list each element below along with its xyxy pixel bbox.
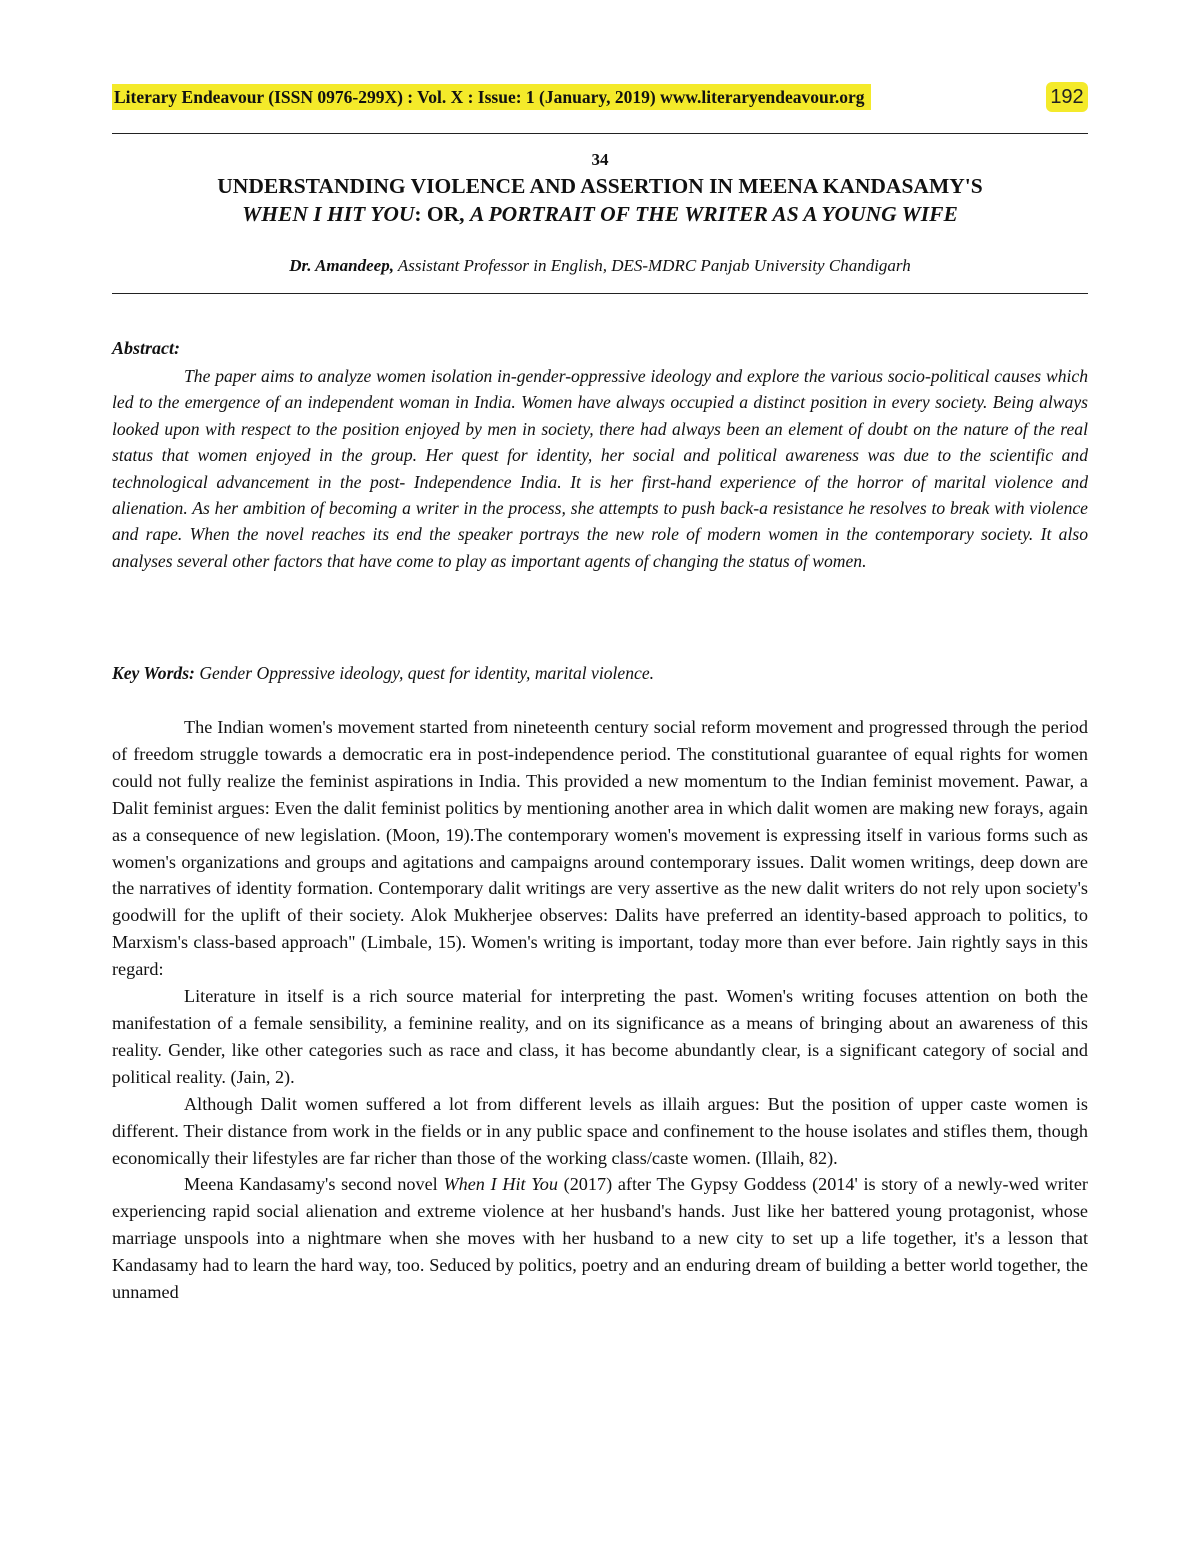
page-number-badge: 192 <box>1046 82 1088 112</box>
title-separator: : OR, <box>414 202 470 226</box>
article-number: 34 <box>591 150 609 169</box>
novel-subtitle: A PORTRAIT OF THE WRITER AS A YOUNG WIFE <box>469 202 958 226</box>
article-title-line2 <box>112 202 1088 227</box>
novel-title-inline: When I Hit You <box>443 1174 558 1195</box>
block-quote: Literature in itself is a rich source material for interpreting the past. Women's writing focuses attention on both the manifestation of a female sensibility, a feminine reality, and on its significance as a means of bringing about an awareness of this reality. Gender, like other categories such as race and class, it has become abundantly clear, is a significant category of social and political reality. (Jain, 2). <box>112 986 1088 1087</box>
keywords-text: Gender Oppressive ideology, quest for identity, marital violence. <box>194 663 655 683</box>
abstract-text: The paper aims to analyze women isolation in-gender-oppressive ideology and explore the various socio-political causes which led to the emergence of an independent woman in India. Women have always occupied a distinct position in every society. Being always looked upon with respect to the position enjoyed by men in society, there had always been an element of doubt on the nature of the real status that women enjoyed in the group. Her quest for identity, her social and political awareness was due to the scientific and technological advancement in the post- Independence India. It is her first-hand experience of the horror of marital violence and alienation. As her ambition of becoming a writer in the process, she attempts to push back-a resistance he resolves to break with violence and rape. When the novel reaches its end the speaker portrays the new role of modern women in the contemporary society. It also analyses several other factors that have come to play as important agents of changing the status of women. <box>112 366 1088 571</box>
keywords-line <box>112 663 1088 684</box>
keywords-label: Key Words: <box>112 663 195 683</box>
header-divider <box>112 133 1088 134</box>
novel-title: WHEN I HIT YOU <box>242 202 415 226</box>
article-title-line1: UNDERSTANDING VIOLENCE AND ASSERTION IN MEENA KANDASAMY'S <box>217 174 983 198</box>
author-affiliation: Assistant Professor in English, DES-MDRC Panjab University Chandigarh <box>393 256 911 275</box>
abstract-heading: Abstract: <box>112 338 181 358</box>
author-line <box>112 256 1088 276</box>
paragraph-4-rest: (2017) after The Gypsy Goddess (2014' is story of a newly-wed writer experiencing rapid social alienation and extreme violence at her husband's hands. Just like her battered young protagonist, whose marriage unspools into a nightmare when she moves with her husband to a new city to set up a life together, it's a lesson that Kandasamy had to learn the hard way, too. Seduced by politics, poetry and an enduring dream of building a better world together, the unnamed <box>112 1174 1088 1303</box>
author-name: Dr. Amandeep, <box>289 256 394 275</box>
body-paragraph-4 <box>112 1171 1088 1306</box>
journal-citation: Literary Endeavour (ISSN 0976-299X) : Vol. X : Issue: 1 (January, 2019) www.literaryendeavour.org <box>112 84 871 110</box>
article-body <box>112 714 1088 1306</box>
body-paragraph-3: Although Dalit women suffered a lot from different levels as illaih argues: But the position of upper caste women is different. Their distance from work in the fields or in any public space and confinement to the house isolates and stifles them, though economically their lifestyles are far richer than those of the working class/caste women. (Illaih, 82). <box>112 1093 1088 1168</box>
title-divider <box>112 293 1088 294</box>
body-paragraph-1: The Indian women's movement started from nineteenth century social reform movement and progressed through the period of freedom struggle towards a democratic era in post-independence period. The constitutional guarantee of equal rights for women could not fully realize the feminist aspirations in India. This provided a new momentum to the Indian feminist movement. Pawar, a Dalit feminist argues: Even the dalit feminist politics by mentioning another area in which dalit women are making new forays, again as a consequence of new legislation. (Moon, 19).The contemporary women's movement is expressing itself in various forms such as women's organizations and groups and agitations and campaigns around contemporary issues. Dalit women writings, deep down are the narratives of identity formation. Contemporary dalit writings are very assertive as the new dalit writers do not rely upon society's goodwill for the uplift of their society. Alok Mukherjee observes: Dalits have preferred an identity-based approach to politics, to Marxism's class-based approach" (Limbale, 15). Women's writing is important, today more than ever before. Jain rightly says in this regard: <box>112 717 1088 980</box>
running-header <box>112 84 1088 114</box>
paragraph-4-start: Meena Kandasamy's second novel <box>184 1174 444 1195</box>
